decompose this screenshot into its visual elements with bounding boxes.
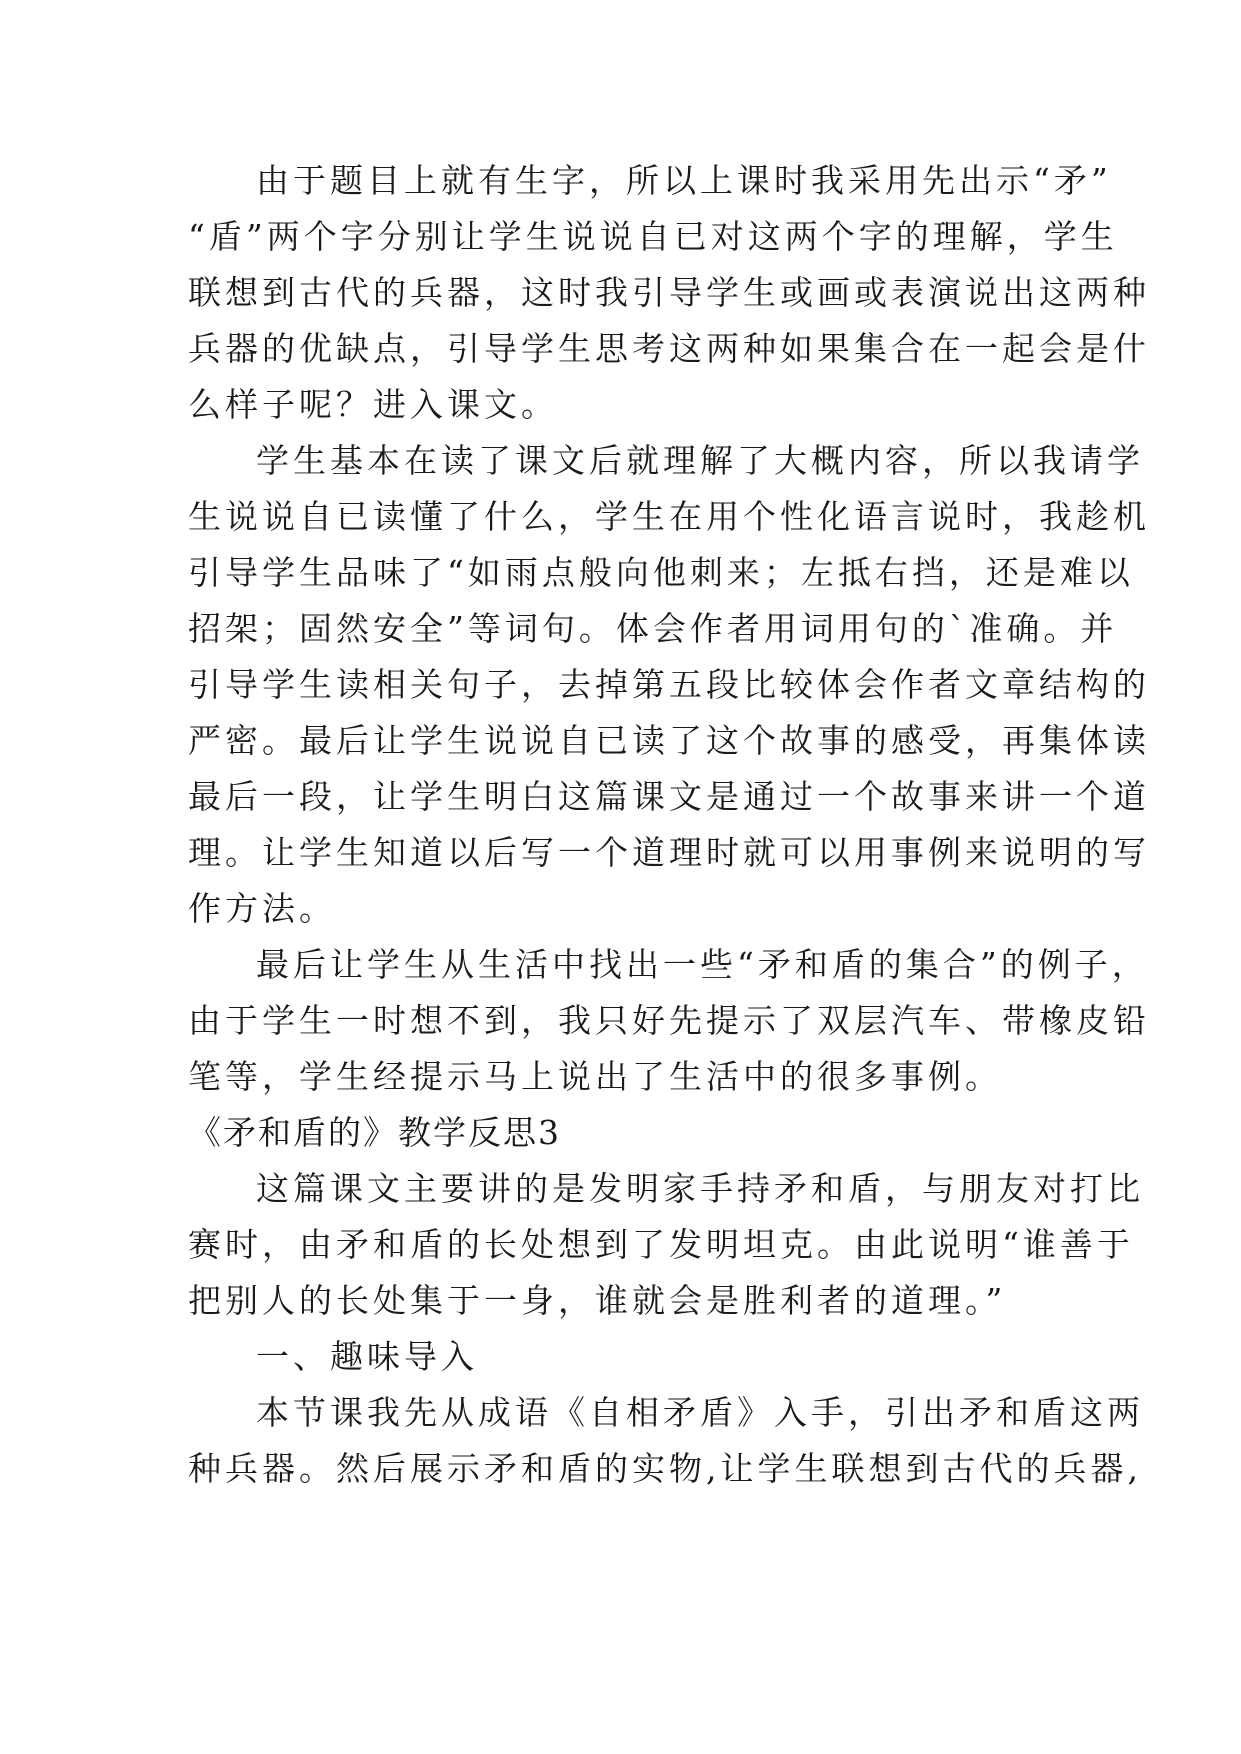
text-line: 么样子呢？进入课文。 — [188, 385, 558, 424]
text-line: 本节课我先从成语《自相矛盾》入手，引出矛和盾这两 — [256, 1393, 1144, 1432]
text-line: 种兵器。然后展示矛和盾的实物,让学生联想到古代的兵器, — [188, 1449, 1142, 1488]
text-line: 招架；固然安全”等词句。体会作者用词用句的`准确。并 — [188, 609, 1118, 648]
text-line: 由于题目上就有生字，所以上课时我采用先出示“矛” — [256, 161, 1112, 200]
text-line: 这篇课文主要讲的是发明家手持矛和盾，与朋友对打比 — [256, 1169, 1144, 1208]
text-line: 由于学生一时想不到，我只好先提示了双层汽车、带橡皮铅 — [188, 1001, 1150, 1040]
text-line: 联想到古代的兵器，这时我引导学生或画或表演说出这两种 — [188, 273, 1150, 312]
text-line: 引导学生读相关句子，去掉第五段比较体会作者文章结构的 — [188, 665, 1150, 704]
text-line: 严密。最后让学生说说自已读了这个故事的感受，再集体读 — [188, 721, 1150, 760]
text-line: 赛时，由矛和盾的长处想到了发明坦克。由此说明“谁善于 — [188, 1225, 1134, 1264]
text-line: “盾”两个字分别让学生说说自已对这两个字的理解，学生 — [188, 217, 1118, 256]
section-heading: 《矛和盾的》教学反思3 — [188, 1113, 561, 1152]
text-line: 兵器的优缺点，引导学生思考这两种如果集合在一起会是什 — [188, 329, 1150, 368]
text-line: 最后一段，让学生明白这篇课文是通过一个故事来讲一个道 — [188, 777, 1150, 816]
text-line: 笔等，学生经提示马上说出了生活中的很多事例。 — [188, 1057, 1002, 1096]
text-line: 学生基本在读了课文后就理解了大概内容，所以我请学 — [256, 441, 1144, 480]
text-line: 理。让学生知道以后写一个道理时就可以用事例来说明的写 — [188, 833, 1150, 872]
text-line: 把别人的长处集于一身，谁就会是胜利者的道理。” — [188, 1281, 1007, 1320]
text-line: 作方法。 — [188, 889, 336, 928]
text-line: 引导学生品味了“如雨点般向他刺来；左抵右挡，还是难以 — [188, 553, 1134, 592]
text-line: 生说说自已读懂了什么，学生在用个性化语言说时，我趁机 — [188, 497, 1150, 536]
subsection-heading: 一、趣味导入 — [256, 1337, 478, 1376]
text-line: 最后让学生从生活中找出一些“矛和盾的集合”的例子， — [256, 945, 1149, 984]
